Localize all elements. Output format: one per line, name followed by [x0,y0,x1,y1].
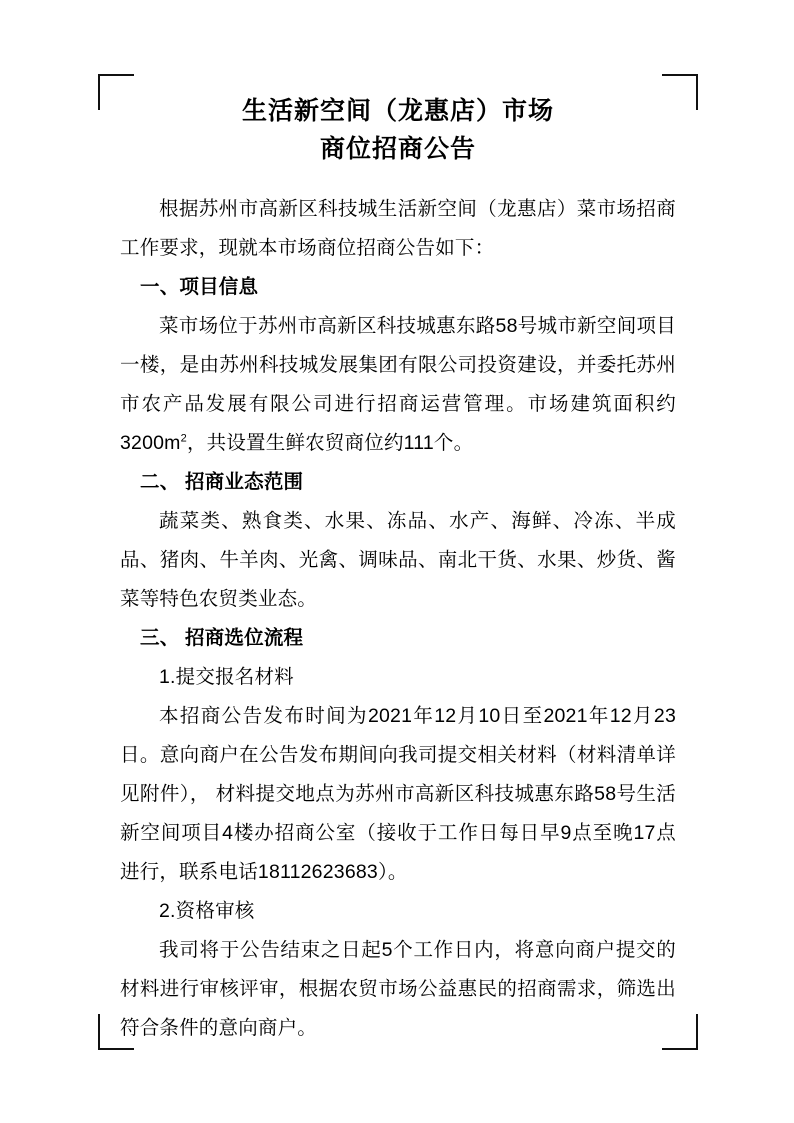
subsection-1-title: 1.提交报名材料 [159,666,294,688]
section-1-paragraph [120,307,676,463]
section-heading-2: 二、 招商业态范围 [140,471,304,493]
subsection-2-body: 我司将于公告结束之日起5个工作日内，将意向商户提交的材料进行审核评审，根据农贸市场公益惠民的招商需求，筛选出符合条件的意向商户。 [120,939,676,1039]
page-title [120,92,676,168]
intro-paragraph: 根据苏州市高新区科技城生活新空间（龙惠店）菜市场招商工作要求，现就本市场商位招商公告如下： [120,198,676,259]
page-title-line-1: 生活新空间（龙惠店）市场 [241,97,554,125]
section-1-text-b: ，共设置生鲜农贸商位约111个。 [186,432,474,454]
subsection-1-body: 本招商公告发布时间为2021年12月10日至2021年12月23日。意向商户在公告发布期间向我司提交相关材料（材料清单详见附件）， 材料提交地点为苏州市高新区科技城惠东路58号生活新空间项目4楼办招商公室（接收于工作日每日早9点至晚17点进行，联系电话18112623683）。 [120,705,676,883]
page-title-line-2: 商位招商公告 [319,135,476,163]
section-1-text-a: 菜市场位于苏州市高新区科技城惠东路58号城市新空间项目一楼，是由苏州科技城发展集团有限公司投资建设，并委托苏州市农产品发展有限公司进行招商运营管理。市场建筑面积约3200m [120,315,676,454]
section-heading-1: 一、项目信息 [140,276,259,298]
subsection-2-title: 2.资格审核 [159,900,255,922]
section-2-paragraph: 蔬菜类、熟食类、水果、冻品、水产、海鲜、冷冻、半成品、猪肉、牛羊肉、光禽、调味品、南北干货、水果、炒货、酱菜等特色农贸类业态。 [120,510,676,610]
section-1-superscript: 2 [180,432,187,445]
document-body [120,92,676,1048]
section-heading-3: 三、 招商选位流程 [140,627,304,649]
